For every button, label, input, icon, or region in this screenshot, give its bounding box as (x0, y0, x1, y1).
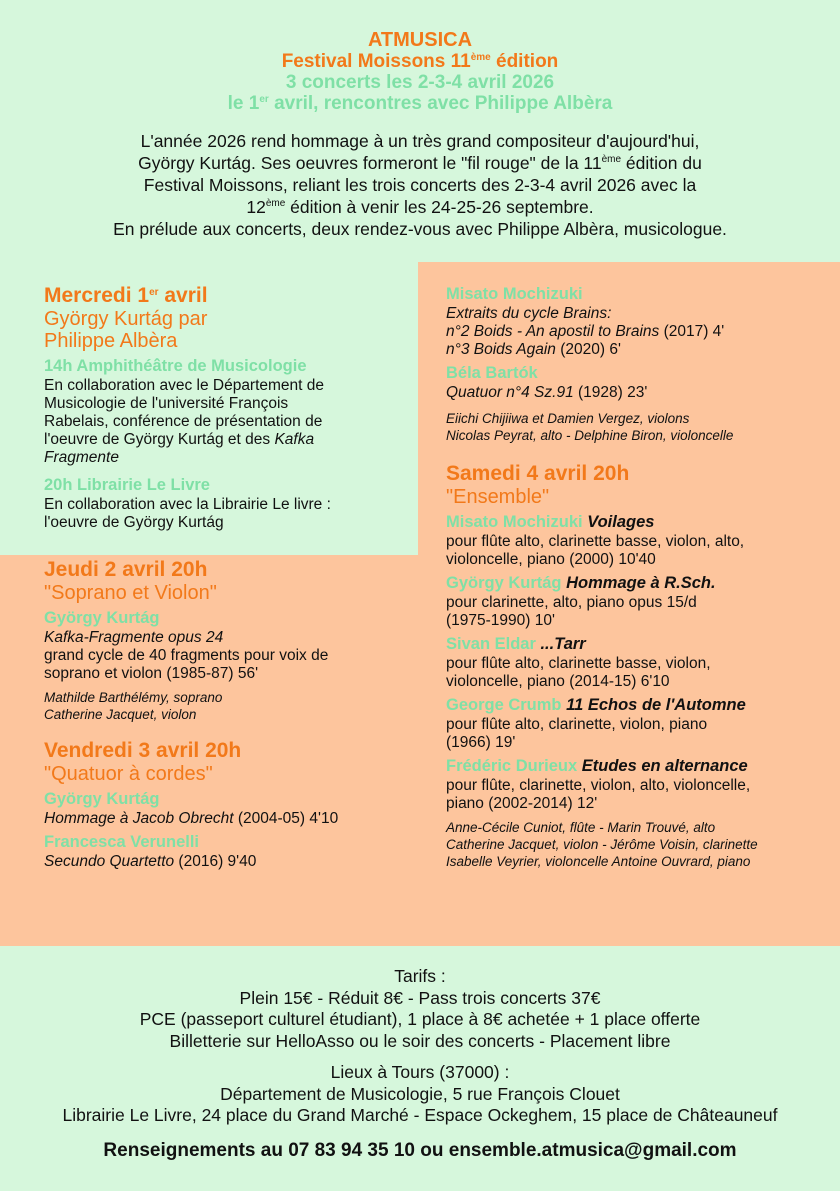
right-composer-1: Misato Mochizuki (446, 285, 583, 303)
right-work-1: Extraits du cycle Brains: (446, 305, 612, 322)
right-work-2: Quatuor n°4 Sz.91 (1928) 23' (446, 384, 648, 401)
lieu-line: Librairie Le Livre, 24 place du Grand Marché - Espace Ockeghem, 15 place de Châteauneuf (62, 1105, 778, 1125)
right-performers: Eiichi Chijiiwa et Damien Vergez, violons Nicolas Peyrat, alto - Delphine Biron, violoncelle (446, 411, 734, 443)
thu-composer: György Kurtág (44, 609, 160, 627)
fri-work-2: Secundo Quartetto (2016) 9'40 (44, 853, 257, 870)
intro-text: L'année 2026 rend hommage à un très grand compositeur d'aujourd'hui, György Kurtág. Ses oeuvres formeront le "fil rouge" de la 11ème édition du Festival Moissons, reliant les trois concerts des 2-3-4 avril 2026 avec la 12ème édition à venir les 24-25-26 septembre. En prélude aux concerts, deux rendez-vous avec Philippe Albèra, musicologue. (113, 131, 727, 239)
meeting-line: le 1er avril, rencontres avec Philippe Albèra (227, 93, 613, 114)
concerts-line: 3 concerts les 2-3-4 avril 2026 (285, 72, 555, 93)
tarifs-heading: Tarifs : (394, 966, 446, 986)
sat-title: "Ensemble" (446, 486, 550, 508)
sat-performers: Anne-Cécile Cuniot, flûte - Marin Trouvé, alto Catherine Jacquet, violon - Jérôme Voisin, clarinette Isabelle Veyrier, violoncelle Antoine Ouvrard, piano (446, 820, 758, 869)
contact-line: Renseignements au 07 83 94 35 10 ou ensemble.atmusica@gmail.com (103, 1140, 737, 1161)
lieu-line: Département de Musicologie, 5 rue François Clouet (220, 1083, 620, 1104)
sat-item: György Kurtág Hommage à R.Sch. pour clarinette, alto, piano opus 15/d (1975-1990) 10' (446, 574, 716, 629)
fri-day: Vendredi 3 avril 20h (44, 739, 242, 762)
footer (0, 966, 840, 1127)
fri-title: "Quatuor à cordes" (44, 763, 213, 785)
tarif-line: Plein 15€ - Réduit 8€ - Pass trois concerts 37€ (239, 987, 601, 1008)
sat-program (446, 512, 826, 813)
wed-title-1: György Kurtág par (44, 308, 208, 330)
tarif-line: PCE (passeport culturel étudiant), 1 place à 8€ achetée + 1 place offerte (139, 1009, 701, 1029)
thu-work: Kafka-Fragmente opus 24 (44, 629, 224, 646)
right-column (446, 284, 826, 870)
right-work-1a: n°2 Boids - An apostil to Brains (2017) 4' (446, 323, 725, 340)
wed-event2-title: 20h Librairie Le Livre (44, 476, 210, 494)
lieux-heading: Lieux à Tours (37000) : (330, 1062, 510, 1082)
wed-day: Mercredi 1er avril (44, 284, 208, 307)
right-composer-2: Béla Bartók (446, 364, 538, 382)
wed-event1-desc: En collaboration avec le Département de Musicologie de l'université François Rabelais, conférence de présentation de l'oeuvre de György Kurtág et des Kafka Fragmente (44, 377, 325, 466)
sat-item: Misato Mochizuki Voilages pour flûte alto, clarinette basse, violon, alto, violoncelle, piano (2000) 10'40 (446, 513, 745, 568)
sat-item: Frédéric Durieux Etudes en alternance pour flûte, clarinette, violon, alto, violoncelle, piano (2002-2014) 12' (446, 757, 751, 812)
wed-event1-title: 14h Amphithéâtre de Musicologie (44, 357, 307, 375)
thu-title: "Soprano et Violon" (44, 582, 217, 604)
sat-day: Samedi 4 avril 20h (446, 462, 630, 485)
thu-performers: Mathilde Barthélémy, soprano Catherine Jacquet, violon (44, 690, 223, 722)
fri-work-1: Hommage à Jacob Obrecht (2004-05) 4'10 (44, 810, 339, 827)
org-name: ATMUSICA (367, 29, 473, 51)
thu-day: Jeudi 2 avril 20h (44, 558, 208, 581)
tarif-line: Billetterie sur HelloAsso ou le soir des concerts - Placement libre (169, 1030, 671, 1051)
wed-event2-desc: En collaboration avec la Librairie Le livre : l'oeuvre de György Kurtág (44, 496, 331, 531)
fri-composer-2: Francesca Verunelli (44, 833, 200, 851)
sat-item: Sivan Eldar ...Tarr pour flûte alto, clarinette basse, violon, violoncelle, piano (2014-15) 6'10 (446, 635, 711, 690)
fri-composer-1: György Kurtág (44, 790, 160, 808)
thu-desc: grand cycle de 40 fragments pour voix de soprano et violon (1985-87) 56' (44, 647, 329, 682)
left-column (44, 284, 404, 871)
header (0, 30, 840, 114)
sat-item: George Crumb 11 Echos de l'Automne pour flûte alto, clarinette, violon, piano (1966) 19' (446, 696, 746, 751)
festival-title: Festival Moissons 11ème édition (281, 51, 559, 72)
wed-title-2: Philippe Albèra (44, 330, 178, 352)
right-work-1b: n°3 Boids Again (2020) 6' (446, 341, 621, 358)
